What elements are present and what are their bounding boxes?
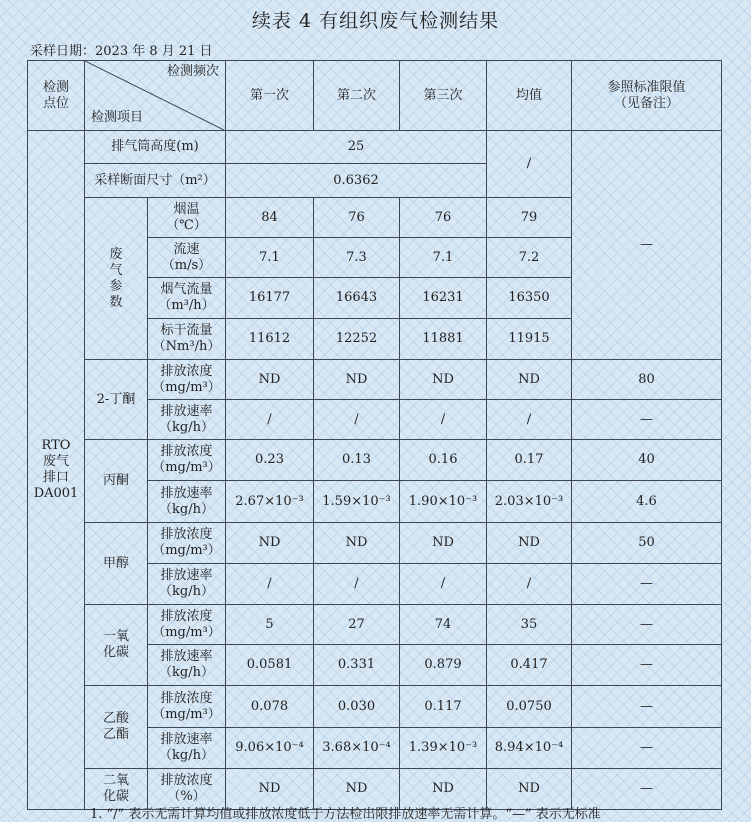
- cell-text: （见备注）: [613, 95, 679, 111]
- pollutant-value: [314, 564, 400, 605]
- cell-text: 11612: [248, 331, 291, 346]
- cell-text: 7.1: [259, 249, 280, 265]
- pollutant-value: [487, 400, 572, 440]
- cell-text: 0.078: [250, 698, 289, 714]
- cell-text: 排口: [42, 470, 69, 485]
- pollutant-value: [226, 645, 314, 686]
- pollutant-std: [572, 523, 722, 564]
- cell-text: （kg/h）: [159, 748, 214, 763]
- cell-text: 排放速率: [160, 568, 213, 583]
- exhaust-param-name: [148, 198, 226, 238]
- cell-text: ND: [345, 535, 368, 550]
- pollutant-value: [487, 440, 572, 481]
- cell-text: （mg/m³）: [152, 460, 221, 475]
- cell-text: 0.030: [337, 698, 376, 714]
- pollutant-std: [572, 686, 722, 728]
- exhaust-value: [487, 319, 572, 360]
- header-item: 检测项目: [91, 110, 144, 125]
- pollutant-param: [148, 440, 226, 481]
- pollutant-value: [400, 440, 487, 481]
- cell-text: 气: [109, 262, 123, 278]
- cell-text: 化碳: [102, 645, 129, 660]
- pollutant-param: [148, 686, 226, 728]
- cell-text: 排放浓度: [160, 527, 213, 542]
- pollutant-value: [226, 523, 314, 564]
- pollutant-value: [400, 645, 487, 686]
- cell-text: 0.0750: [506, 698, 552, 714]
- cell-text: 排放速率: [160, 732, 213, 747]
- pollutant-value: [226, 728, 314, 769]
- cell-text: /: [526, 156, 532, 171]
- cell-text: —: [640, 411, 653, 427]
- exhaust-value: [400, 319, 487, 360]
- cell-text: ND: [432, 781, 454, 796]
- pollutant-value: [314, 686, 400, 728]
- cell-text: 16643: [335, 290, 378, 305]
- section-area-label: [85, 164, 226, 198]
- cell-text: 排放浓度: [160, 444, 213, 459]
- pollutant-value: [314, 728, 400, 769]
- cell-text: 排放浓度: [160, 363, 213, 379]
- cell-text: /: [526, 411, 532, 427]
- cell-text: 2.03×10⁻³: [494, 493, 564, 509]
- cell-text: 76: [348, 209, 365, 225]
- cell-text: 参照标准限值: [607, 79, 686, 95]
- pollutant-std: [572, 360, 722, 400]
- pollutant-value: [226, 400, 314, 440]
- cell-text: 0.13: [342, 452, 371, 467]
- cell-text: ND: [345, 781, 368, 796]
- cell-text: /: [354, 411, 359, 427]
- pollutant-value: [226, 481, 314, 523]
- cell-text: （mg/m³）: [152, 543, 221, 558]
- pollutant-std: [572, 481, 722, 523]
- exhaust-value: [314, 319, 400, 360]
- cell-text: —: [640, 237, 653, 252]
- pollutant-name: [85, 686, 148, 769]
- cell-text: 废气: [42, 454, 69, 469]
- cell-text: 烟温: [173, 201, 200, 217]
- cell-text: （kg/h）: [159, 501, 214, 517]
- exhaust-value: [400, 198, 487, 238]
- cell-text: 79: [520, 209, 538, 225]
- exhaust-value: [226, 198, 314, 238]
- cell-text: ND: [518, 781, 540, 796]
- cell-text: ND: [518, 371, 540, 387]
- pollutant-value: [487, 564, 572, 605]
- pollutant-value: [314, 400, 400, 440]
- cell-text: 排放浓度: [160, 608, 213, 624]
- cell-text: 标干流量: [160, 323, 213, 338]
- pollutant-value: [400, 400, 487, 440]
- header-c1: [226, 61, 314, 131]
- merged-avg-slash: [487, 131, 572, 198]
- exhaust-value: [226, 319, 314, 360]
- pollutant-value: [400, 564, 487, 605]
- cell-text: 5: [265, 616, 274, 632]
- cell-text: —: [640, 740, 653, 755]
- cell-text: ND: [432, 535, 454, 550]
- cell-text: （℃）: [166, 217, 207, 233]
- pollutant-value: [487, 523, 572, 564]
- cell-text: 丙酮: [102, 473, 129, 488]
- exhaust-param-name: [148, 278, 226, 319]
- pollutant-std: [572, 728, 722, 769]
- cell-text: RTO: [41, 438, 71, 453]
- cell-text: 40: [638, 452, 655, 467]
- cell-text: 16231: [422, 290, 464, 305]
- table-row: [28, 440, 722, 481]
- header-diagonal: [85, 61, 226, 131]
- pollutant-value: [400, 481, 487, 523]
- pollutant-value: [400, 360, 487, 400]
- cell-text: 乙酸: [102, 711, 129, 726]
- table-row: [28, 605, 722, 645]
- header-std: [572, 61, 722, 131]
- pollutant-value: [226, 564, 314, 605]
- table-note: 1. “/” 表示无需计算均值或排放浓度低于方法检出限排放速率无需计算。“—” 表示无标准: [90, 807, 601, 822]
- results-table: [27, 60, 722, 810]
- table-row: [28, 61, 722, 131]
- pollutant-param: [148, 360, 226, 400]
- cell-text: （kg/h）: [159, 665, 214, 680]
- cell-text: 均值: [515, 87, 542, 103]
- table-row: [28, 360, 722, 400]
- pollutant-value: [487, 686, 572, 728]
- cell-text: 7.3: [346, 249, 367, 265]
- cell-text: 排放速率: [160, 485, 213, 501]
- table-row: [28, 131, 722, 164]
- cell-text: 0.117: [424, 698, 462, 714]
- cell-text: 1.90×10⁻³: [408, 493, 478, 509]
- cell-text: 11881: [422, 331, 464, 346]
- cell-text: 9.06×10⁻⁴: [235, 740, 304, 755]
- cell-text: （kg/h）: [159, 419, 214, 435]
- exhaust-value: [400, 238, 487, 278]
- pollutant-value: [400, 605, 487, 645]
- cell-text: /: [440, 411, 446, 427]
- cell-text: 50: [638, 535, 655, 550]
- cell-text: 采样断面尺寸（m²）: [94, 172, 216, 188]
- cell-text: （%）: [167, 789, 206, 804]
- cell-text: 7.2: [518, 249, 540, 265]
- cell-text: （m³/h）: [158, 298, 215, 313]
- cell-text: 16350: [508, 290, 550, 305]
- exhaust-value: [226, 278, 314, 319]
- cell-text: ND: [258, 535, 281, 550]
- exhaust-std: [572, 131, 722, 360]
- cell-text: 参: [109, 278, 123, 294]
- pollutant-value: [487, 645, 572, 686]
- cell-text: 排放速率: [160, 649, 213, 664]
- cell-text: 1.59×10⁻³: [322, 493, 391, 509]
- cell-text: 80: [638, 371, 655, 387]
- cell-text: 排气筒高度(m): [111, 139, 199, 154]
- cell-text: 乙酯: [102, 727, 129, 742]
- pollutant-param: [148, 564, 226, 605]
- cell-text: 74: [434, 616, 452, 632]
- header-freq: 检测频次: [166, 64, 219, 79]
- pollutant-value: [487, 481, 572, 523]
- pollutant-name: [85, 605, 148, 686]
- cell-text: 第二次: [336, 87, 376, 103]
- cell-text: ND: [432, 371, 454, 387]
- cell-text: 4.6: [636, 493, 657, 509]
- exhaust-value: [487, 238, 572, 278]
- cell-text: DA001: [33, 486, 79, 501]
- exhaust-value: [314, 198, 400, 238]
- cell-text: /: [526, 576, 532, 591]
- pollutant-name: [85, 440, 148, 523]
- cell-text: 0.879: [424, 657, 462, 672]
- table-row: [28, 523, 722, 564]
- pollutant-value: [400, 686, 487, 728]
- section-area-value: [226, 164, 487, 198]
- cell-text: ND: [345, 371, 368, 387]
- pollutant-param: [148, 523, 226, 564]
- pollutant-value: [314, 645, 400, 686]
- exhaust-label: [85, 198, 148, 360]
- cell-text: 一氧: [102, 629, 129, 644]
- pollutant-value: [314, 360, 400, 400]
- cell-text: 27: [348, 616, 365, 632]
- cell-text: 排放浓度: [160, 773, 213, 788]
- cell-text: ND: [258, 781, 281, 796]
- pollutant-std: [572, 440, 722, 481]
- cell-text: 0.23: [255, 452, 284, 467]
- table-row: [28, 686, 722, 728]
- pollutant-name: [85, 523, 148, 605]
- pollutant-value: [226, 360, 314, 400]
- cell-text: 0.331: [337, 657, 376, 672]
- stack-height-value: [226, 131, 487, 164]
- pollutant-std: [572, 400, 722, 440]
- pollutant-value: [226, 686, 314, 728]
- cell-text: （mg/m³）: [152, 706, 221, 722]
- exhaust-value: [314, 238, 400, 278]
- exhaust-param-name: [148, 238, 226, 278]
- pollutant-std: [572, 605, 722, 645]
- pollutant-std: [572, 564, 722, 605]
- pollutant-param: [148, 645, 226, 686]
- cell-text: 废: [109, 246, 123, 262]
- cell-text: 0.17: [514, 452, 544, 467]
- pollutant-param: [148, 400, 226, 440]
- cell-text: 25: [347, 139, 365, 154]
- pollutant-value: [487, 360, 572, 400]
- cell-text: 化碳: [102, 789, 129, 804]
- cell-text: 0.6362: [333, 172, 379, 188]
- cell-text: —: [640, 781, 653, 796]
- pollutant-value: [400, 728, 487, 769]
- sample-date: 采样日期：2023 年 8 月 21 日: [30, 44, 213, 59]
- cell-text: 第一次: [249, 87, 289, 103]
- pollutant-value: [314, 481, 400, 523]
- cell-text: 76: [434, 209, 452, 225]
- cell-text: —: [640, 698, 653, 714]
- cell-text: 第三次: [423, 87, 463, 103]
- pollutant-value: [226, 605, 314, 645]
- pollutant-value: [400, 523, 487, 564]
- cell-text: 7.1: [432, 249, 454, 265]
- exhaust-param-name: [148, 319, 226, 360]
- point-name: [28, 131, 85, 810]
- cell-text: —: [640, 657, 653, 672]
- cell-text: 点位: [42, 95, 69, 111]
- cell-text: 8.94×10⁻⁴: [494, 740, 564, 755]
- cell-text: 84: [261, 209, 278, 225]
- pollutant-value: [226, 440, 314, 481]
- cell-text: （mg/m³）: [152, 624, 221, 640]
- exhaust-value: [314, 278, 400, 319]
- cell-text: 35: [520, 616, 538, 632]
- cell-text: 0.0581: [246, 657, 293, 672]
- cell-text: 甲醇: [102, 555, 129, 571]
- cell-text: 11915: [508, 331, 550, 346]
- page-title: 续表 4 有组织废气检测结果: [251, 10, 500, 32]
- cell-text: —: [640, 576, 653, 591]
- cell-text: ND: [258, 371, 281, 387]
- pollutant-name: [85, 360, 148, 440]
- cell-text: 排放浓度: [160, 690, 213, 706]
- stack-height-label: [85, 131, 226, 164]
- cell-text: —: [640, 616, 653, 632]
- cell-text: 3.68×10⁻⁴: [322, 740, 391, 755]
- pollutant-value: [314, 523, 400, 564]
- cell-text: 检测: [42, 79, 69, 95]
- cell-text: 2.67×10⁻³: [235, 493, 304, 509]
- exhaust-value: [226, 238, 314, 278]
- cell-text: /: [440, 576, 446, 591]
- header-c2: [314, 61, 400, 131]
- exhaust-value: [400, 278, 487, 319]
- cell-text: （kg/h）: [159, 584, 214, 599]
- cell-text: （mg/m³）: [152, 379, 221, 395]
- cell-text: 排放速率: [160, 403, 213, 419]
- pollutant-value: [487, 605, 572, 645]
- cell-text: 烟气流量: [160, 282, 213, 297]
- pollutant-param: [148, 605, 226, 645]
- cell-text: 二氧: [102, 773, 129, 788]
- cell-text: /: [267, 411, 272, 427]
- cell-text: 0.417: [510, 657, 548, 672]
- cell-text: （m/s）: [161, 257, 212, 273]
- cell-text: 16177: [248, 290, 291, 305]
- exhaust-value: [487, 198, 572, 238]
- pollutant-param: [148, 728, 226, 769]
- cell-text: 流速: [173, 241, 200, 257]
- cell-text: 1.39×10⁻³: [408, 740, 478, 755]
- cell-text: ND: [518, 535, 540, 550]
- cell-text: /: [267, 576, 272, 591]
- cell-text: 2-丁酮: [96, 391, 136, 407]
- header-avg: [487, 61, 572, 131]
- pollutant-std: [572, 645, 722, 686]
- pollutant-value: [314, 605, 400, 645]
- exhaust-value: [487, 278, 572, 319]
- pollutant-value: [487, 728, 572, 769]
- cell-text: 12252: [335, 331, 378, 346]
- header-point: [28, 61, 85, 131]
- cell-text: 数: [109, 294, 123, 310]
- pollutant-param: [148, 481, 226, 523]
- cell-text: （Nm³/h）: [152, 339, 221, 354]
- header-c3: [400, 61, 487, 131]
- pollutant-value: [314, 440, 400, 481]
- cell-text: /: [354, 576, 359, 591]
- cell-text: 0.16: [428, 452, 458, 467]
